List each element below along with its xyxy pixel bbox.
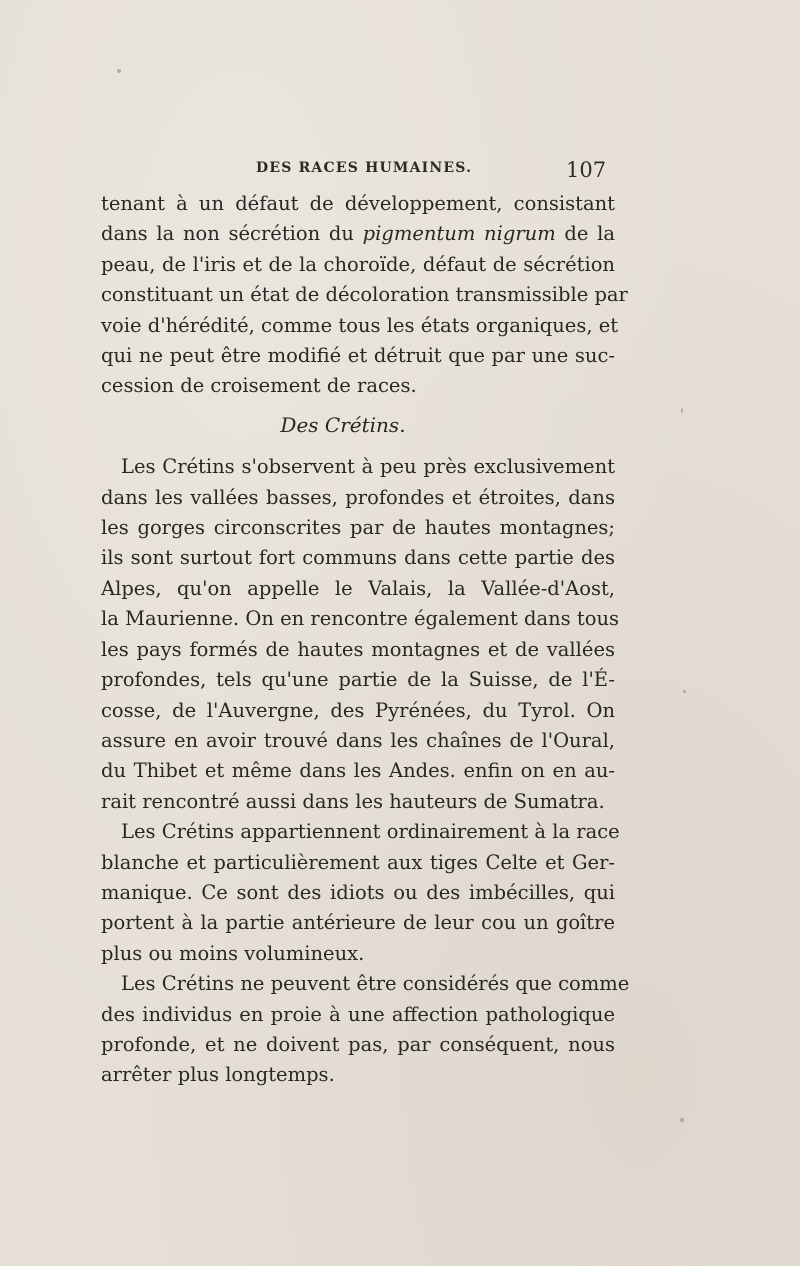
paragraph-3: [101, 817, 620, 969]
text-line: la Maurienne. On en rencontre également dans tous: [101, 607, 620, 631]
paragraph-1: [101, 189, 628, 402]
text-line: Les Crétins ne peuvent être considérés que comme: [121, 972, 630, 996]
text-line: Les Crétins appartiennent ordinairement à la race: [121, 820, 620, 844]
paper-speck: [681, 408, 683, 413]
paragraph-2: [101, 452, 620, 817]
paper-speck: [680, 1118, 684, 1122]
text-line: dans les vallées basses, profondes et étroites, dans: [101, 485, 615, 509]
text-line: peau, de l'iris et de la choroïde, défaut de sécrétion: [101, 252, 615, 276]
text-line: arrêter plus longtemps.: [101, 1063, 335, 1087]
paper-speck: [117, 69, 121, 73]
text-line: profondes, tels qu'une partie de la Suisse, de l'É-: [101, 668, 615, 692]
text-line: portent à la partie antérieure de leur cou un goître: [101, 911, 615, 935]
text-line: constituant un état de décoloration transmissible par: [101, 283, 628, 307]
text-line: blanche et particulièrement aux tiges Celte et Ger-: [101, 850, 615, 874]
running-head: DES RACES HUMAINES.: [256, 160, 473, 176]
text-line: cosse, de l'Auvergne, des Pyrénées, du Tyrol. On: [101, 698, 615, 722]
section-title: Des Crétins.: [280, 412, 406, 437]
text-line: Les Crétins s'observent à peu près exclusivement: [121, 455, 615, 479]
text-line: assure en avoir trouvé dans les chaînes de l'Oural,: [101, 728, 615, 752]
italic-term: pigmentum nigrum: [362, 222, 556, 246]
text-line: voie d'hérédité, comme tous les états organiques, et: [101, 313, 619, 337]
page-number: 107: [566, 158, 607, 182]
text-line: rait rencontré aussi dans les hauteurs de Sumatra.: [101, 789, 605, 813]
text-line: qui ne peut être modifié et détruit que par une suc-: [101, 344, 615, 368]
text-line: du Thibet et même dans les Andes. enfin on en au-: [101, 759, 615, 783]
page-header: [0, 158, 800, 188]
text-fragment: dans la non sécrétion du: [101, 222, 354, 246]
text-line: Alpes, qu'on appelle le Valais, la Vallée-d'Aost,: [101, 576, 615, 600]
text-line: plus ou moins volumineux.: [101, 941, 365, 965]
text-fragment: de la: [564, 222, 615, 246]
text-line: ils sont surtout fort communs dans cette partie des: [101, 546, 615, 570]
text-line: manique. Ce sont des idiots ou des imbécilles, qui: [101, 880, 615, 904]
text-line: des individus en proie à une affection pathologique: [101, 1002, 615, 1026]
paper-speck: [683, 690, 686, 693]
text-line: profonde, et ne doivent pas, par conséquent, nous: [101, 1032, 615, 1056]
text-line: les pays formés de hautes montagnes et de vallées: [101, 637, 615, 661]
paragraph-4: [101, 969, 630, 1091]
text-line: les gorges circonscrites par de hautes montagnes;: [101, 516, 615, 540]
text-line: tenant à un défaut de développement, consistant: [101, 192, 615, 215]
body-text: [101, 189, 630, 1091]
text-line: [101, 219, 615, 249]
text-line: cession de croisement de races.: [101, 374, 417, 398]
